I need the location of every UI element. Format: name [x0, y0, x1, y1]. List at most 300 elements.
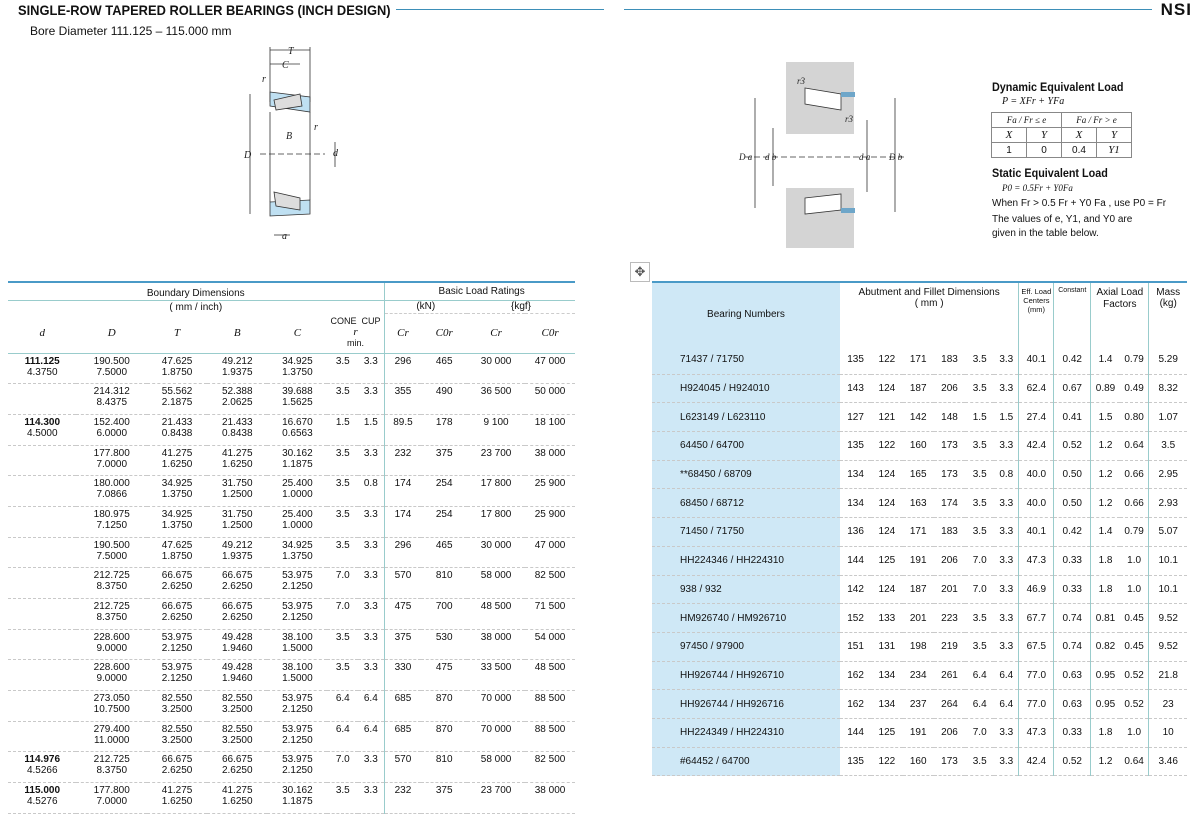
- table-cell: 3.3: [994, 489, 1019, 518]
- table-cell: 127: [840, 403, 871, 432]
- table-cell: 3.3: [358, 506, 384, 537]
- table-cell: 131: [871, 632, 902, 661]
- abutment-units: ( mm ): [914, 298, 944, 309]
- table-row: [8, 660, 575, 691]
- table-cell: 0.49: [1120, 374, 1149, 403]
- table-row: [652, 575, 1187, 604]
- table-cell: 23: [1149, 690, 1187, 719]
- table-cell: 134: [840, 489, 871, 518]
- table-cell: 53.975 2.1250: [267, 599, 327, 630]
- bearing-number-cell[interactable]: 64450 / 64700: [652, 432, 840, 461]
- table-cell: 46.9: [1019, 575, 1054, 604]
- table-cell: 296: [384, 537, 421, 568]
- table-cell: 1.0: [1120, 718, 1149, 747]
- table-cell: 206: [934, 718, 965, 747]
- mass-header: Mass (kg): [1149, 282, 1187, 346]
- val-X2: 0.4: [1062, 143, 1097, 158]
- table-cell: 27.4: [1019, 403, 1054, 432]
- col-cup: CUP: [361, 316, 381, 327]
- table-row: [652, 403, 1187, 432]
- table-cell: 0.33: [1054, 718, 1091, 747]
- table-cell: 870: [421, 691, 467, 722]
- table-cell: 0.52: [1120, 690, 1149, 719]
- table-cell: 810: [421, 752, 467, 783]
- table-cell: 0.41: [1054, 403, 1091, 432]
- table-row: [652, 690, 1187, 719]
- table-cell: 0.79: [1120, 346, 1149, 374]
- table-cell: 2.95: [1149, 460, 1187, 489]
- table-cell: 40.1: [1019, 346, 1054, 374]
- table-cell: 71 500: [525, 599, 575, 630]
- table-cell: 111.125 4.3750: [8, 353, 76, 384]
- table-cell: 3.3: [358, 384, 384, 415]
- dynamic-load-title: Dynamic Equivalent Load: [992, 80, 1124, 94]
- table-cell: 0.45: [1120, 632, 1149, 661]
- table-row: [652, 718, 1187, 747]
- table-cell: 0.64: [1120, 432, 1149, 461]
- table-cell: 53.975 2.1250: [267, 752, 327, 783]
- table-cell: 201: [903, 604, 934, 633]
- table-cell: 6.4: [994, 690, 1019, 719]
- col-min: min.: [346, 338, 364, 349]
- bearing-number-cell[interactable]: #64452 / 64700: [652, 747, 840, 776]
- table-cell: 530: [421, 629, 467, 660]
- table-cell: 41.275 1.6250: [207, 445, 267, 476]
- table-cell: 114.976 4.5266: [8, 752, 76, 783]
- label-Db: D b: [889, 152, 903, 162]
- bearing-cross-section-diagram: [230, 42, 350, 242]
- table-cell: 0.66: [1120, 460, 1149, 489]
- table-row: [8, 537, 575, 568]
- table-cell: 3.5: [965, 346, 994, 374]
- table-cell: 685: [384, 721, 421, 752]
- table-cell: 1.4: [1091, 346, 1120, 374]
- table-cell: 163: [903, 489, 934, 518]
- table-cell: [8, 629, 76, 660]
- table-cell: 180.000 7.0866: [76, 476, 147, 507]
- static-load-note-3: given in the table below.: [992, 228, 1099, 239]
- brand-logo: NSI: [1160, 0, 1192, 19]
- table-cell: [8, 660, 76, 691]
- table-cell: 234: [903, 661, 934, 690]
- table-row: [8, 476, 575, 507]
- table-cell: 82 500: [525, 568, 575, 599]
- static-load-note-1: When Fr > 0.5 Fr + Y0 Fa , use P0 = Fr: [992, 198, 1167, 209]
- table-cell: 0.42: [1054, 346, 1091, 374]
- bearing-number-cell[interactable]: 71450 / 71750: [652, 518, 840, 547]
- table-cell: 7.0: [327, 752, 358, 783]
- table-cell: 191: [903, 546, 934, 575]
- bearing-numbers-header: Bearing Numbers: [652, 282, 840, 346]
- table-row: [652, 374, 1187, 403]
- header-divider-right: [624, 9, 1152, 10]
- table-cell: 0.81: [1091, 604, 1120, 633]
- table-row: [8, 414, 575, 445]
- table-cell: 121: [871, 403, 902, 432]
- table-cell: 1.2: [1091, 489, 1120, 518]
- table-cell: 122: [871, 346, 902, 374]
- table-cell: 183: [934, 518, 965, 547]
- table-cell: 6.4: [358, 691, 384, 722]
- table-cell: 16.670 0.6563: [267, 414, 327, 445]
- table-cell: 122: [871, 747, 902, 776]
- table-cell: 9 100: [467, 414, 525, 445]
- table-cell: 5.07: [1149, 518, 1187, 547]
- table-cell: [8, 537, 76, 568]
- table-cell: [8, 445, 76, 476]
- table-cell: 0.74: [1054, 604, 1091, 633]
- table-cell: 0.66: [1120, 489, 1149, 518]
- col-X2: X: [1062, 128, 1097, 143]
- table-cell: 30.162 1.1875: [267, 783, 327, 814]
- bearing-number-cell[interactable]: HH224346 / HH224310: [652, 546, 840, 575]
- table-cell: 3.3: [358, 660, 384, 691]
- table-cell: 7.0: [327, 568, 358, 599]
- table-cell: 8.32: [1149, 374, 1187, 403]
- label-da: d a: [859, 152, 871, 162]
- condition-le-e: Fa / Fr ≤ e: [992, 113, 1062, 128]
- table-cell: 42.4: [1019, 747, 1054, 776]
- label-db: d b: [765, 152, 777, 162]
- table-cell: 30 000: [467, 537, 525, 568]
- table-cell: 465: [421, 353, 467, 384]
- table-cell: 180.975 7.1250: [76, 506, 147, 537]
- table-row: [8, 691, 575, 722]
- table-cell: 152.400 6.0000: [76, 414, 147, 445]
- table-cell: 254: [421, 506, 467, 537]
- table-cell: 212.725 8.3750: [76, 752, 147, 783]
- table-cell: 66.675 2.6250: [207, 568, 267, 599]
- table-cell: 264: [934, 690, 965, 719]
- table-cell: 206: [934, 546, 965, 575]
- static-load-formula: P0 = 0.5Fr + Y0Fa: [1002, 183, 1073, 193]
- label-C: C: [282, 60, 289, 71]
- table-cell: 465: [421, 537, 467, 568]
- table-cell: 144: [840, 546, 871, 575]
- table-cell: 58 000: [467, 752, 525, 783]
- table-cell: 42.4: [1019, 432, 1054, 461]
- table-cell: 3.5: [327, 506, 358, 537]
- table-row: [8, 783, 575, 814]
- page-title: SINGLE-ROW TAPERED ROLLER BEARINGS (INCH DESIGN): [18, 2, 391, 18]
- table-cell: 1.0: [1120, 575, 1149, 604]
- table-cell: 52.388 2.0625: [207, 384, 267, 415]
- table-cell: 3.3: [994, 374, 1019, 403]
- table-cell: 66.675 2.6250: [207, 599, 267, 630]
- table-cell: 135: [840, 432, 871, 461]
- table-cell: 34.925 1.3750: [267, 353, 327, 384]
- bearing-number-cell[interactable]: H924045 / H924010: [652, 374, 840, 403]
- table-cell: 18 100: [525, 414, 575, 445]
- table-cell: 3.5: [965, 489, 994, 518]
- table-cell: 53.975 2.1250: [147, 629, 207, 660]
- label-d: d: [333, 148, 338, 159]
- move-handle-icon[interactable]: ✥: [630, 262, 650, 282]
- table-cell: 3.5: [327, 476, 358, 507]
- axial-load-factors-header: Axial Load Factors: [1091, 282, 1149, 346]
- table-cell: 49.428 1.9460: [207, 629, 267, 660]
- unit-kn: (kN): [384, 301, 467, 314]
- table-cell: 49.212 1.9375: [207, 537, 267, 568]
- table-cell: 25.400 1.0000: [267, 506, 327, 537]
- table-cell: 190.500 7.5000: [76, 537, 147, 568]
- table-cell: 136: [840, 518, 871, 547]
- table-cell: 47.3: [1019, 546, 1054, 575]
- table-cell: 3.3: [994, 346, 1019, 374]
- table-cell: 870: [421, 721, 467, 752]
- table-cell: 67.7: [1019, 604, 1054, 633]
- table-cell: 3.3: [358, 629, 384, 660]
- table-cell: 49.428 1.9460: [207, 660, 267, 691]
- table-row: [8, 445, 575, 476]
- table-cell: 47 000: [525, 353, 575, 384]
- table-cell: 142: [903, 403, 934, 432]
- table-cell: 9.52: [1149, 604, 1187, 633]
- table-cell: 206: [934, 374, 965, 403]
- table-cell: 70 000: [467, 691, 525, 722]
- bearing-number-cell[interactable]: 97450 / 97900: [652, 632, 840, 661]
- val-X1: 1: [992, 143, 1027, 158]
- table-row: [652, 489, 1187, 518]
- table-cell: 0.63: [1054, 661, 1091, 690]
- table-cell: 49.212 1.9375: [207, 353, 267, 384]
- table-cell: 1.5: [358, 414, 384, 445]
- table-cell: 3.5: [965, 432, 994, 461]
- bearing-number-cell[interactable]: HH926744 / HH926716: [652, 690, 840, 719]
- col-c0r-kgf: C0r: [525, 313, 575, 353]
- table-cell: 135: [840, 747, 871, 776]
- table-cell: 55.562 2.1875: [147, 384, 207, 415]
- table-cell: 198: [903, 632, 934, 661]
- table-cell: 1.07: [1149, 403, 1187, 432]
- table-cell: 3.5: [327, 660, 358, 691]
- table-cell: 124: [871, 518, 902, 547]
- table-cell: 490: [421, 384, 467, 415]
- table-cell: 21.433 0.8438: [147, 414, 207, 445]
- table-cell: 114.300 4.5000: [8, 414, 76, 445]
- table-row: [652, 460, 1187, 489]
- table-cell: 34.925 1.3750: [147, 476, 207, 507]
- table-cell: 23 700: [467, 783, 525, 814]
- table-cell: 151: [840, 632, 871, 661]
- table-cell: 142: [840, 575, 871, 604]
- table-cell: 17 800: [467, 476, 525, 507]
- col-Y1: Y: [1027, 128, 1062, 143]
- table-cell: 1.2: [1091, 747, 1120, 776]
- table-cell: 31.750 1.2500: [207, 476, 267, 507]
- bearing-number-cell[interactable]: 68450 / 68712: [652, 489, 840, 518]
- table-cell: 88 500: [525, 721, 575, 752]
- table-cell: 48 500: [525, 660, 575, 691]
- table-cell: 38.100 1.5000: [267, 660, 327, 691]
- table-cell: 125: [871, 546, 902, 575]
- table-cell: 47.625 1.8750: [147, 537, 207, 568]
- table-cell: 237: [903, 690, 934, 719]
- bearing-number-cell[interactable]: HH926744 / HH926710: [652, 661, 840, 690]
- table-cell: 3.5: [1149, 432, 1187, 461]
- label-B: B: [286, 131, 293, 142]
- table-cell: 3.5: [965, 632, 994, 661]
- table-cell: 33 500: [467, 660, 525, 691]
- val-Y1: 0: [1027, 143, 1062, 158]
- table-cell: 1.4: [1091, 518, 1120, 547]
- table-cell: 23 700: [467, 445, 525, 476]
- table-row: [8, 384, 575, 415]
- table-cell: 810: [421, 568, 467, 599]
- table-cell: 3.5: [327, 384, 358, 415]
- table-cell: 58 000: [467, 568, 525, 599]
- table-cell: 3.3: [994, 432, 1019, 461]
- table-cell: 124: [871, 489, 902, 518]
- unit-kgf: {kgf}: [467, 301, 575, 314]
- table-cell: 41.275 1.6250: [147, 783, 207, 814]
- table-cell: 124: [871, 460, 902, 489]
- table-row: [8, 721, 575, 752]
- table-cell: 82.550 3.2500: [147, 691, 207, 722]
- bearing-number-cell[interactable]: HM926740 / HM926710: [652, 604, 840, 633]
- table-cell: 7.0: [327, 599, 358, 630]
- table-cell: 228.600 9.0000: [76, 629, 147, 660]
- table-cell: 3.5: [327, 783, 358, 814]
- table-row: [652, 747, 1187, 776]
- table-cell: 3.3: [358, 353, 384, 384]
- table-cell: 53.975 2.1250: [267, 691, 327, 722]
- col-d: d: [8, 313, 76, 353]
- table-cell: 70 000: [467, 721, 525, 752]
- table-cell: 214.312 8.4375: [76, 384, 147, 415]
- table-cell: 3.3: [358, 537, 384, 568]
- table-cell: 3.5: [965, 604, 994, 633]
- table-cell: [8, 506, 76, 537]
- bearing-number-cell[interactable]: 71437 / 71750: [652, 346, 840, 374]
- table-cell: 3.3: [358, 568, 384, 599]
- table-cell: 25 900: [525, 506, 575, 537]
- table-cell: 330: [384, 660, 421, 691]
- table-cell: 0.8: [358, 476, 384, 507]
- table-cell: 1.8: [1091, 718, 1120, 747]
- table-cell: 6.4: [994, 661, 1019, 690]
- header-divider-left: [396, 9, 604, 10]
- table-cell: 148: [934, 403, 965, 432]
- table-cell: 3.3: [994, 575, 1019, 604]
- table-cell: 178: [421, 414, 467, 445]
- table-cell: 177.800 7.0000: [76, 783, 147, 814]
- table-cell: 375: [421, 783, 467, 814]
- col-X1: X: [992, 128, 1027, 143]
- table-row: [8, 506, 575, 537]
- table-row: [8, 353, 575, 384]
- table-cell: 165: [903, 460, 934, 489]
- table-cell: 7.0: [965, 575, 994, 604]
- table-row: [8, 599, 575, 630]
- table-cell: 144: [840, 718, 871, 747]
- table-cell: 3.3: [994, 632, 1019, 661]
- table-row: [652, 661, 1187, 690]
- table-cell: 47.625 1.8750: [147, 353, 207, 384]
- table-cell: 3.5: [327, 445, 358, 476]
- table-cell: 122: [871, 432, 902, 461]
- bearing-number-cell[interactable]: 938 / 932: [652, 575, 840, 604]
- table-cell: 228.600 9.0000: [76, 660, 147, 691]
- col-T: T: [147, 313, 207, 353]
- table-cell: 40.0: [1019, 460, 1054, 489]
- table-cell: 171: [903, 518, 934, 547]
- bearing-number-cell[interactable]: L623149 / L623110: [652, 403, 840, 432]
- table-cell: 212.725 8.3750: [76, 568, 147, 599]
- table-cell: 143: [840, 374, 871, 403]
- table-cell: 3.3: [358, 599, 384, 630]
- table-cell: 47.3: [1019, 718, 1054, 747]
- table-row: [652, 546, 1187, 575]
- table-cell: 0.79: [1120, 518, 1149, 547]
- table-cell: 191: [903, 718, 934, 747]
- table-cell: 82.550 3.2500: [207, 721, 267, 752]
- table-cell: 36 500: [467, 384, 525, 415]
- table-cell: 21.8: [1149, 661, 1187, 690]
- table-cell: 173: [934, 432, 965, 461]
- table-cell: 134: [871, 661, 902, 690]
- table-cell: 53.975 2.1250: [267, 721, 327, 752]
- label-D: D: [244, 150, 252, 161]
- table-cell: 160: [903, 747, 934, 776]
- table-cell: 0.64: [1120, 747, 1149, 776]
- table-cell: 25.400 1.0000: [267, 476, 327, 507]
- table-cell: 183: [934, 346, 965, 374]
- table-cell: 0.80: [1120, 403, 1149, 432]
- table-cell: 1.5: [965, 403, 994, 432]
- table-cell: 30.162 1.1875: [267, 445, 327, 476]
- col-C: C: [267, 313, 327, 353]
- table-cell: 173: [934, 460, 965, 489]
- table-cell: 700: [421, 599, 467, 630]
- table-cell: 34.925 1.3750: [147, 506, 207, 537]
- table-cell: 6.4: [965, 661, 994, 690]
- table-cell: 0.89: [1091, 374, 1120, 403]
- table-cell: 124: [871, 374, 902, 403]
- table-cell: 3.3: [358, 783, 384, 814]
- table-cell: 40.0: [1019, 489, 1054, 518]
- table-cell: 162: [840, 661, 871, 690]
- constant-header: Constant: [1054, 282, 1091, 346]
- bearing-number-cell[interactable]: HH224349 / HH224310: [652, 718, 840, 747]
- table-row: [652, 604, 1187, 633]
- mounting-dimensions-diagram: [735, 58, 915, 250]
- table-cell: 3.3: [358, 752, 384, 783]
- table-cell: 3.3: [994, 604, 1019, 633]
- table-cell: 82.550 3.2500: [207, 691, 267, 722]
- table-cell: 232: [384, 445, 421, 476]
- table-cell: 1.2: [1091, 460, 1120, 489]
- table-cell: 38 000: [467, 629, 525, 660]
- table-cell: 279.400 11.0000: [76, 721, 147, 752]
- table-cell: 53.975 2.1250: [267, 568, 327, 599]
- table-cell: 173: [934, 747, 965, 776]
- table-cell: 475: [384, 599, 421, 630]
- table-cell: 273.050 10.7500: [76, 691, 147, 722]
- bearing-number-cell[interactable]: **68450 / 68709: [652, 460, 840, 489]
- table-cell: 232: [384, 783, 421, 814]
- table-cell: 0.50: [1054, 489, 1091, 518]
- table-cell: 10.1: [1149, 575, 1187, 604]
- table-cell: 133: [871, 604, 902, 633]
- static-load-title: Static Equivalent Load: [992, 166, 1108, 180]
- eff-load-centers-header: Eff. Load Centers (mm): [1019, 282, 1054, 346]
- table-cell: 134: [840, 460, 871, 489]
- table-cell: [8, 599, 76, 630]
- table-cell: 77.0: [1019, 661, 1054, 690]
- table-cell: 10.1: [1149, 546, 1187, 575]
- table-cell: 0.67: [1054, 374, 1091, 403]
